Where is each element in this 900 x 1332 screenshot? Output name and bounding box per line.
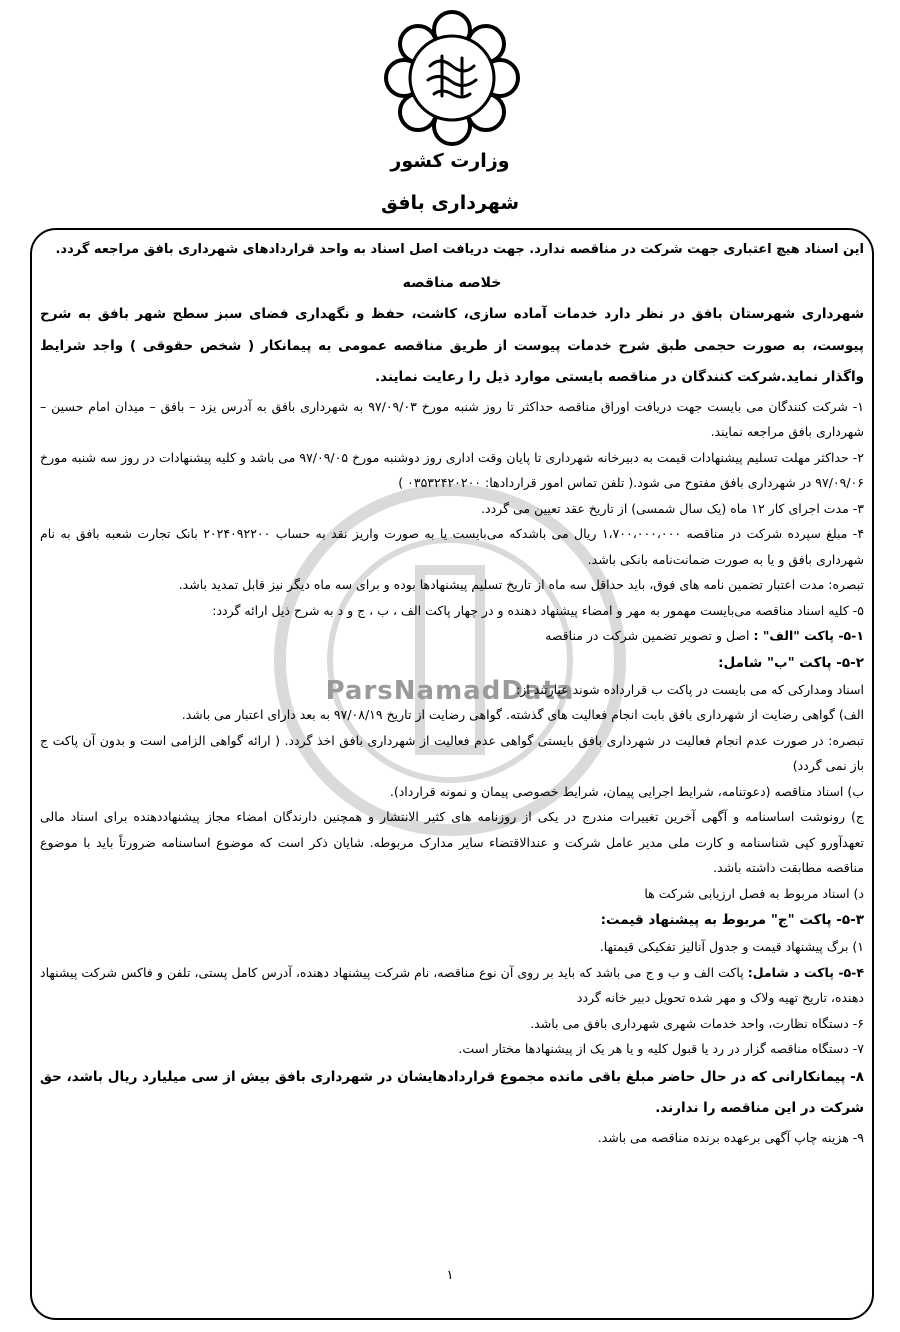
ministry-title: وزارت کشور	[390, 150, 510, 172]
paragraph-10	[40, 623, 864, 649]
paragraph-15: ب) اسناد مناقصه (دعوتنامه، شرایط اجرایی پیمان، شرایط خصوصی پیمان و نمونه قرارداد).	[389, 783, 864, 799]
paragraph-12: اسناد ومدارکی که می بایست در پاکت ب قرارداده شوند عبارتند از:	[516, 681, 864, 697]
paragraph-14: تبصره: در صورت عدم انجام فعالیت در شهرداری بافق بایستی گواهی عدم فعالیت از شهرداری بافق اخذ گردد. ( ارائه گواهی الزامی است و بدون آن پاکت ج باز نمی گردد)	[40, 732, 864, 773]
paragraph-4: ۱- شرکت کنندگان می بایست جهت دریافت اوراق مناقصه حداکثر تا روز شنبه مورخ ۹۷/۰۹/۰۳ به شهرداری بافق به آدرس یزد – بافق – میدان امام حسین –شهرداری بافق مراجعه نمایند.	[40, 398, 864, 439]
paragraph-24: ۹- هزینه چاپ آگهی برعهده برنده مناقصه می باشد.	[597, 1129, 864, 1145]
paragraph-8: تبصره: مدت اعتبار تضمین نامه های فوق، باید حداقل سه ماه از تاریخ تسلیم پیشنهادها بوده و برای سه ماه دیگر نیز قابل تمدید باشد.	[178, 577, 864, 592]
paragraph-heading: ۵-۴- پاکت د شامل:	[747, 964, 864, 980]
paragraph-3: شهرداری شهرستان بافق در نظر دارد خدمات آماده سازی، کاشت، حفظ و نگهداری فضای سبز سطح شهر بافق به شرح پیوست، به صورت حجمی طبق شرح خدمات پیوست از طریق مناقصه عمومی به پیمانکار ( شخص حقوقی ) واجد شرایط واگذار نماید.شرکت کنندگان در مناقصه بایستی موارد ذیل را رعایت نمایند.	[40, 306, 864, 385]
paragraph-6: ۳- مدت اجرای کار ۱۲ ماه (یک سال شمسی) از تاریخ عقد تعیین می گردد.	[481, 500, 864, 516]
paragraph-7: ۴- مبلغ سپرده شرکت در مناقصه ۱،۷۰۰،۰۰۰،۰۰۰ ریال می باشدکه می‌بایست یا به صورت واریز نقد به حساب ۲۰۲۴۰۹۲۲۰۰ بانک تجارت شعبه بافق به نام شهرداری بافق و یا به صورت ضمانت‌نامه بانکی باشد.	[40, 526, 865, 567]
paragraph-text: اصل و تصویر تضمین شرکت در مناقصه	[545, 628, 754, 643]
municipality-emblem	[382, 8, 522, 148]
paragraph-11: ۵-۲- پاکت "ب" شامل:	[718, 654, 864, 671]
paragraph-20	[40, 960, 864, 1011]
municipality-title: شهرداری بافق	[380, 192, 520, 214]
paragraph-5: ۲- حداکثر مهلت تسلیم پیشنهادات قیمت به دبیرخانه شهرداری تا پایان وقت اداری روز دوشنبه مورخ ۹۷/۰۹/۰۵ می باشد و کلیه پیشنهادات در روز سه شنبه مورخ ۹۷/۰۹/۰۶ در شهرداری بافق مفتوح می شود.( تلفن تماس امور قراردادها: ۰۳۵۳۲۴۲۰۲۰۰ )	[40, 449, 865, 490]
page-number: ۱	[446, 1268, 454, 1283]
paragraph-22: ۷- دستگاه مناقصه گزار در رد یا قبول کلیه و یا هر یک از پیشنهادها مختار است.	[458, 1041, 864, 1056]
paragraph-13: الف) گواهی رضایت از شهرداری بافق بابت انجام فعالیت های گذشته. گواهی رضایت از تاریخ ۹۷/۰۸/۱۹ به بعد دارای اعتبار می باشد.	[181, 707, 864, 722]
paragraph-21: ۶- دستگاه نظارت، واحد خدمات شهری شهرداری بافق می باشد.	[530, 1015, 864, 1031]
watermark-text: ParsNamadData	[325, 676, 575, 706]
paragraph-19: ۱) برگ پیشنهاد قیمت و جدول آنالیز تفکیکی قیمتها.	[599, 939, 864, 954]
paragraph-2: خلاصه مناقصه	[402, 275, 502, 291]
paragraph-1: این اسناد هیچ اعتباری جهت شرکت در مناقصه ندارد. جهت دریافت اصل اسناد به واحد قراردادهای شهرداری بافق مراجعه گردد.	[55, 242, 864, 257]
tender-summary	[40, 232, 864, 1150]
paragraph-text: پاکت الف و ب و ج می باشد که باید بر روی آن نوع مناقصه، نام شرکت پیشنهاد دهنده، آدرس کامل پستی، تلفن و فاکس شرکت پیشنهاد دهنده، تاریخ تهیه ولاک و مهر شده تحویل دبیر خانه گردد	[40, 964, 864, 1005]
paragraph-23: ۸- پیمانکارانی که در حال حاضر مبلغ باقی مانده مجموع قراردادهایشان در شهرداری بافق بیش از سی میلیارد ریال باشد، حق شرکت در این مناقصه را ندارند.	[40, 1068, 864, 1116]
paragraph-18: ۵-۳- پاکت "ج" مربوط به پیشنهاد قیمت:	[600, 912, 864, 928]
paragraph-heading: ۵-۱- پاکت "الف" :	[753, 628, 864, 643]
paragraph-16: ج) رونوشت اساسنامه و آگهی آخرین تغییرات مندرج در یکی از روزنامه های کثیر الانتشار و همچنین دارندگان امضاء مجاز پیشنهاددهنده برای اسناد مالی تعهدآورو کپی شناسنامه و کارت ملی مدیر عامل شرکت و عندالاقتضاء سایر مدارک مربوطه. شایان ذکر است که موضوع اساسنامه ضرورتاً باید با موضوع مناقصه مطابقت داشته باشد.	[40, 809, 864, 875]
paragraph-9: ۵- کلیه اسناد مناقصه می‌بایست مهمور به مهر و امضاء پیشنهاد دهنده و در چهار پاکت الف ، ب ، ج و د به شرح ذیل ارائه گردد:	[212, 602, 864, 618]
paragraph-17: د) اسناد مربوط به فصل ارزیابی شرکت ها	[644, 885, 864, 901]
